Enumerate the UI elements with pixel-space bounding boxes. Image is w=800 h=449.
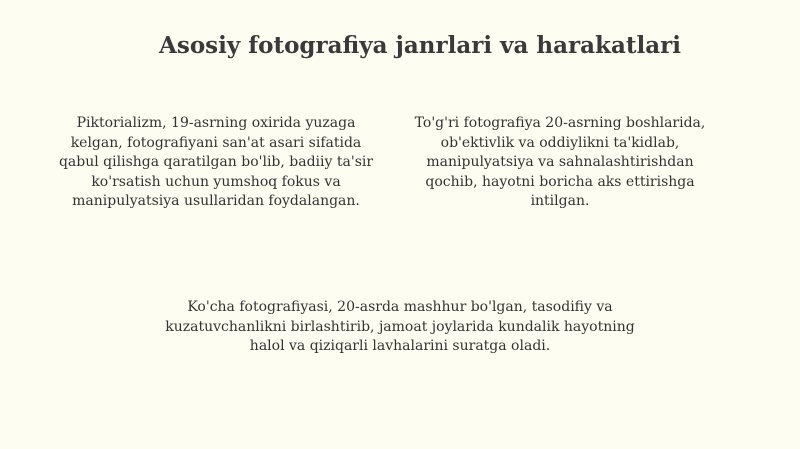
text-block-street-photography: Ko'cha fotografiyasi, 20-asrda mashhur bo'lgan, tasodifiy va kuzatuvchanlikni birlashtirib, jamoat joylarida kundalik hayotning halol va qiziqarli lavhalarini suratga oladi.	[165, 299, 635, 354]
text-block-straight-photography: To'g'ri fotografiya 20-asrning boshlarida, ob'ektivlik va oddiylikni ta'kidlab, manipulyatsiya va sahnalashtirishdan qochib, hayotni boricha aks ettirishga intilgan.	[414, 115, 706, 209]
page-title: Asosiy fotografiya janrlari va harakatlari	[159, 32, 681, 59]
text-block-pictorialism: Piktorializm, 19-asrning oxirida yuzaga kelgan, fotografiyani san'at asari sifatida qabul qilishga qaratilgan bo'lib, badiiy ta'sir ko'rsatish uchun yumshoq fokus va manipulyatsiya usullaridan foydalangan.	[58, 115, 374, 209]
